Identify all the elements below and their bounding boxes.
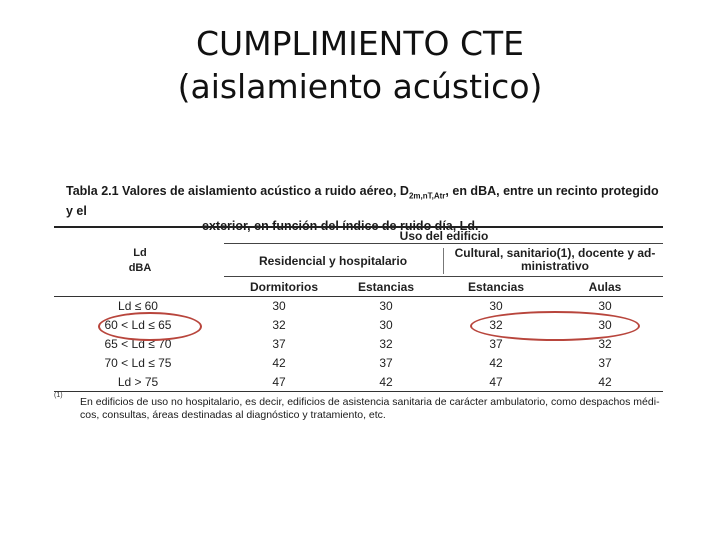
table-group-rule — [224, 243, 663, 244]
row-label: 60 < Ld ≤ 65 — [104, 318, 172, 332]
uso-edificio-header: Uso del edificio — [399, 229, 489, 243]
table-cell: 30 — [379, 299, 393, 313]
slide-title-line1: CUMPLIMIENTO CTE — [195, 24, 525, 63]
table-cell: 32 — [489, 318, 503, 332]
row-label: Ld > 75 — [117, 375, 159, 389]
table-bottom-rule — [54, 391, 663, 392]
footnote — [80, 396, 670, 422]
unit-header: dBA — [128, 262, 152, 274]
highlight-circle-cultural-values — [470, 311, 640, 341]
table-cell: 37 — [598, 356, 612, 370]
subheader-estancias-cultural: Estancias — [467, 280, 525, 294]
table-cell: 32 — [379, 337, 393, 351]
table-cell: 42 — [489, 356, 503, 370]
table-cell: 32 — [598, 337, 612, 351]
table-cell: 47 — [489, 375, 503, 389]
table-cell: 42 — [379, 375, 393, 389]
table-cell: 30 — [598, 299, 612, 313]
subheader-estancias-residencial: Estancias — [357, 280, 415, 294]
ld-header: Ld — [133, 247, 147, 259]
subheader-aulas: Aulas — [588, 280, 622, 294]
footnote-line1: En edificios de uso no hospitalario, es decir, edificios de asistencia sanitaria de carácter ambulatorio, como despachos médi- — [80, 396, 660, 408]
group-cultural-line1: Cultural, sanitario(1), docente y ad- — [454, 246, 656, 260]
subheader-dormitorios: Dormitorios — [250, 280, 319, 294]
footnote-mark: (1) — [54, 392, 63, 399]
slide-title-line2: (aislamiento acústico) — [177, 67, 543, 106]
table-cell: 37 — [489, 337, 503, 351]
table-cell: 47 — [272, 375, 286, 389]
row-label: 65 < Ld ≤ 70 — [104, 337, 172, 351]
table-cell: 42 — [272, 356, 286, 370]
highlight-circle-row-label — [98, 312, 202, 341]
table-header-rule — [54, 296, 663, 297]
table-cell: 37 — [272, 337, 286, 351]
slide-title — [0, 22, 720, 108]
group-cultural-header — [450, 247, 660, 273]
caption-suffix: , en dBA, entre un recinto protegido y el — [66, 184, 659, 218]
table-cell: 30 — [489, 299, 503, 313]
caption-prefix: Tabla 2.1 Valores de aislamiento acústico a ruido aéreo, D — [66, 184, 409, 198]
group-cultural-line2: ministrativo — [520, 259, 589, 273]
row-label: Ld ≤ 60 — [118, 299, 158, 313]
footnote-line2: cos, consultas, áreas destinadas al diagnóstico y tratamiento, etc. — [80, 409, 386, 421]
group-residencial-header: Residencial y hospitalario — [258, 254, 408, 268]
table-cell: 30 — [598, 318, 612, 332]
caption-subscript: 2m,nT,Atr — [408, 191, 446, 201]
table-cell: 37 — [379, 356, 393, 370]
table-cell: 30 — [379, 318, 393, 332]
table-top-rule — [54, 226, 663, 228]
table-cell: 42 — [598, 375, 612, 389]
row-label: 70 < Ld ≤ 75 — [104, 356, 172, 370]
table-subheader-rule — [224, 276, 663, 277]
table-group-divider — [443, 248, 444, 274]
table-cell: 32 — [272, 318, 286, 332]
table-cell: 30 — [272, 299, 286, 313]
